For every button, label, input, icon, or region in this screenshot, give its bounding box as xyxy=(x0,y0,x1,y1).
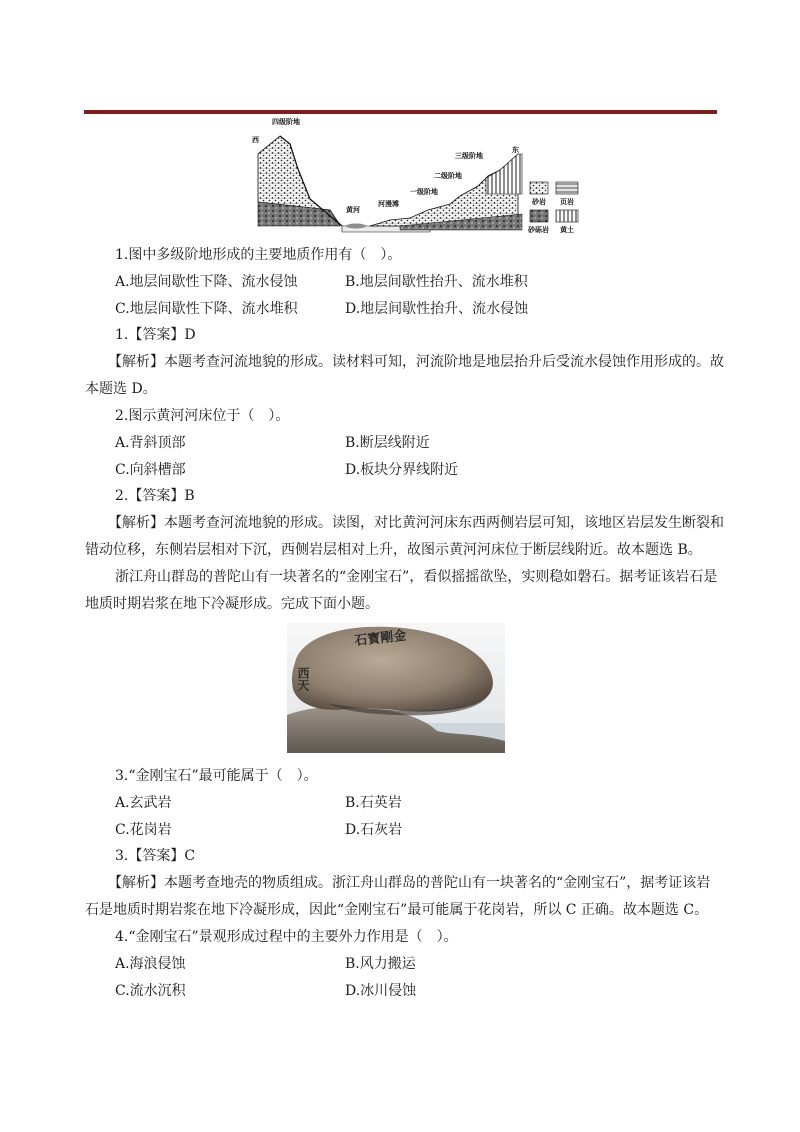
q1-answer: 1.【答案】D xyxy=(115,327,196,343)
terrace-cross-section-figure xyxy=(250,114,588,236)
rock-inscription-top: 石寳剛金 xyxy=(353,628,408,649)
legend-loess: 黄土 xyxy=(560,226,574,234)
label-west: 西 xyxy=(252,136,259,144)
q2-analysis-line1: 【解析】本题考查河流地貌的形成。读图，对比黄河河床东西两侧岩层可知，该地区岩层发生断裂和 xyxy=(108,515,724,531)
legend-sandstone: 砂岩 xyxy=(532,198,546,206)
q4-stem: 4.“金刚宝石”景观形成过程中的主要外力作用是（ ）。 xyxy=(115,929,458,945)
q3-option-b: B.石英岩 xyxy=(345,795,402,811)
q3-stem: 3.“金刚宝石”最可能属于（ ）。 xyxy=(115,768,318,784)
rock-inscription-side: 西天 xyxy=(296,667,310,691)
label-east: 东 xyxy=(512,146,519,154)
q4-option-b: B.风力搬运 xyxy=(345,956,416,972)
river-water xyxy=(346,224,366,229)
legend-swatch-shale xyxy=(556,182,578,194)
q3-answer: 3.【答案】C xyxy=(115,848,196,864)
legend-swatch-loess xyxy=(556,210,578,222)
q2-option-d: D.板块分界线附近 xyxy=(345,462,459,478)
legend-swatch-sandstone xyxy=(530,182,548,194)
q3-option-c: C.花岗岩 xyxy=(115,822,172,838)
intro-line2: 地质时期岩浆在地下冷凝形成。完成下面小题。 xyxy=(85,596,379,612)
label-level3: 三级阶地 xyxy=(455,152,483,160)
q1-option-c: C.地层间歇性下降、流水堆积 xyxy=(115,301,298,317)
intro-line1: 浙江舟山群岛的普陀山有一块著名的“金刚宝石”，看似摇摇欲坠，实则稳如磐石。据考证该岩石是 xyxy=(115,569,718,585)
q4-option-a: A.海浪侵蚀 xyxy=(115,956,186,972)
q2-answer: 2.【答案】B xyxy=(115,488,195,504)
golden-diamond-rock-photo xyxy=(287,623,505,753)
q3-analysis-line1: 【解析】本题考查地壳的物质组成。浙江舟山群岛的普陀山有一块著名的“金刚宝石”，据考证该岩 xyxy=(108,875,711,891)
q2-stem: 2.图示黄河河床位于（ ）。 xyxy=(115,408,290,424)
q3-option-d: D.石灰岩 xyxy=(345,822,403,838)
legend-shale: 页岩 xyxy=(560,198,574,206)
q2-option-c: C.向斜槽部 xyxy=(115,462,186,478)
label-level1: 一级阶地 xyxy=(410,188,438,196)
q1-analysis-line2: 本题选 D。 xyxy=(85,381,157,397)
q3-option-a: A.玄武岩 xyxy=(115,795,172,811)
label-level4: 四级阶地 xyxy=(272,118,300,126)
q2-option-b: B.断层线附近 xyxy=(345,435,430,451)
q1-option-a: A.地层间歇性下降、流水侵蚀 xyxy=(115,274,298,290)
q1-stem: 1.图中多级阶地形成的主要地质作用有（ ）。 xyxy=(115,247,402,263)
q1-option-d: D.地层间歇性抬升、流水侵蚀 xyxy=(345,301,529,317)
label-floodplain: 河漫滩 xyxy=(378,200,399,208)
q2-analysis-line2: 错动位移，东侧岩层相对下沉，西侧岩层相对上升，故图示黄河河床位于断层线附近。故本题选 B。 xyxy=(85,542,702,558)
q4-option-c: C.流水沉积 xyxy=(115,983,186,999)
q2-option-a: A.背斜顶部 xyxy=(115,435,186,451)
q1-option-b: B.地层间歇性抬升、流水堆积 xyxy=(345,274,528,290)
q3-analysis-line2: 石是地质时期岩浆在地下冷凝形成，因此“金刚宝石”最可能属于花岗岩，所以 C 正确。故本题选 C。 xyxy=(85,902,709,918)
legend-gravel: 砂砾岩 xyxy=(528,226,549,234)
q1-analysis-line1: 【解析】本题考查河流地貌的形成。读材料可知，河流阶地是地层抬升后受流水侵蚀作用形成的。故 xyxy=(108,354,724,370)
legend-swatch-gravel xyxy=(530,210,548,222)
q4-option-d: D.冰川侵蚀 xyxy=(345,983,417,999)
label-river: 黄河 xyxy=(346,206,360,214)
label-level2: 二级阶地 xyxy=(434,172,462,180)
